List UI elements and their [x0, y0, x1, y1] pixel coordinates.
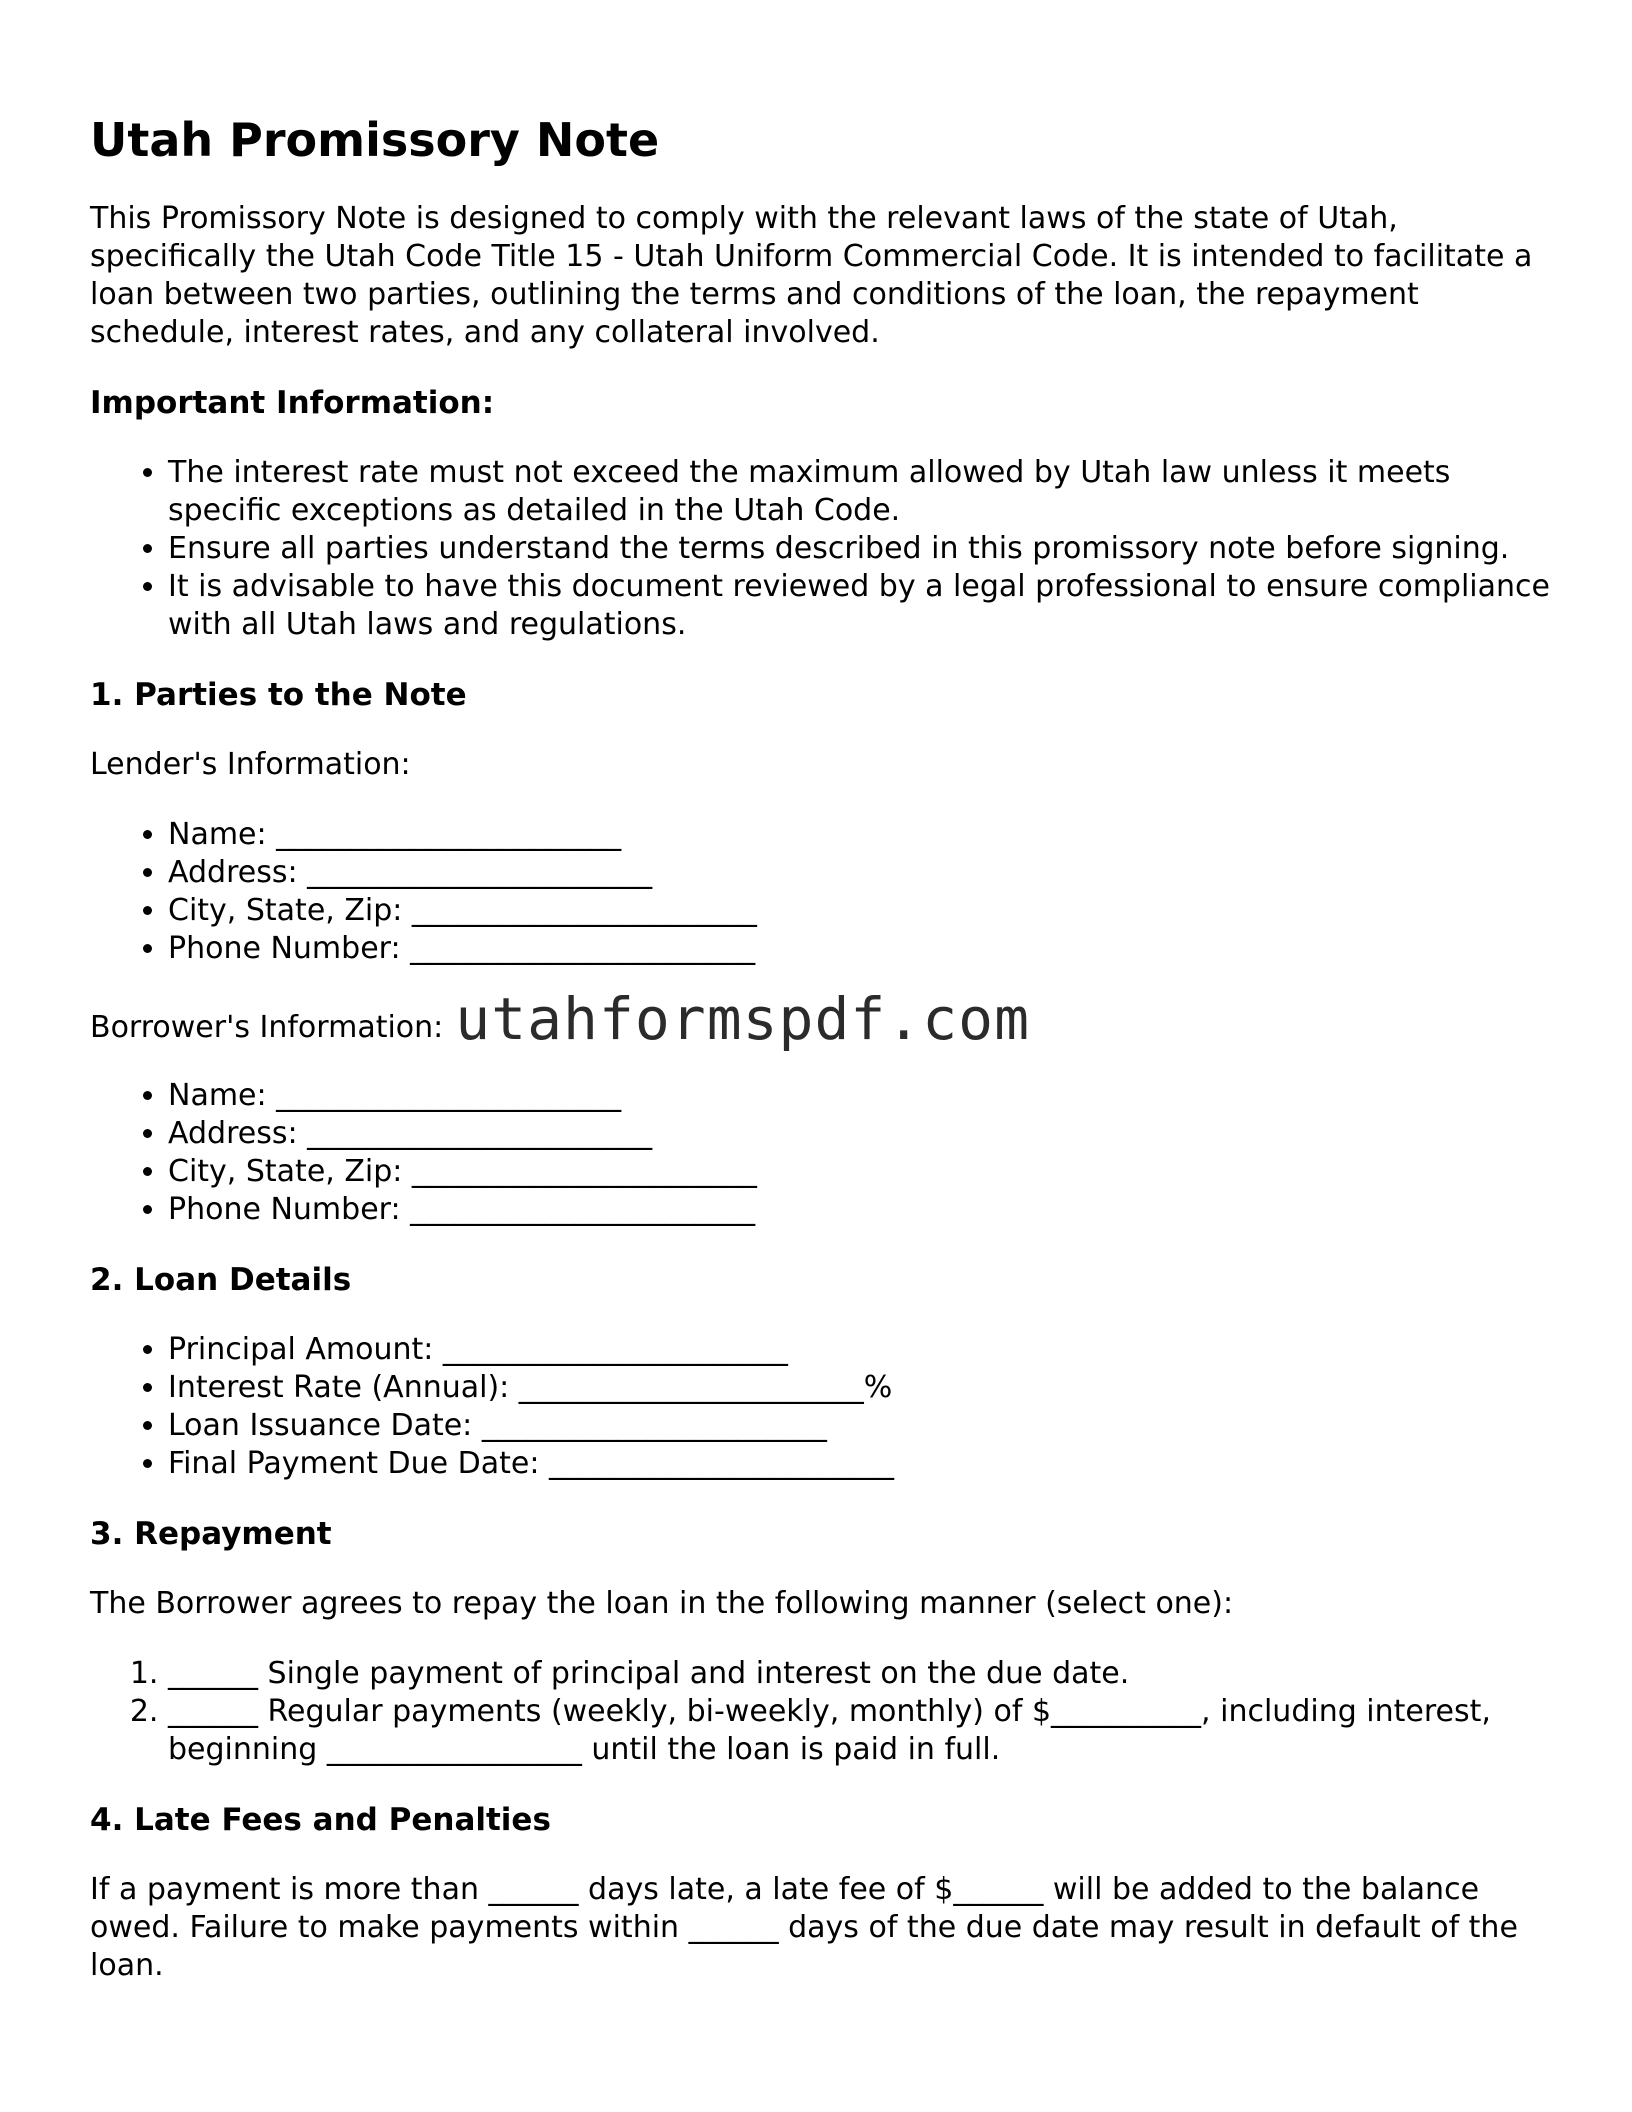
borrower-label-line — [90, 985, 1550, 1053]
late-fees-paragraph: If a payment is more than ______ days late, a late fee of $______ will be added to the balance owed. Failure to make payments within ______ days of the due date may result in default of the loan. — [90, 1872, 1518, 1983]
borrower-address-field: • Address: _______________________ — [168, 1115, 1550, 1153]
list-item: • The interest rate must not exceed the maximum allowed by Utah law unless it meets specific exceptions as detailed in the Utah Code. — [168, 454, 1550, 530]
loan-heading: 2. Loan Details — [90, 1262, 352, 1298]
lender-city-field: • City, State, Zip: _______________________ — [168, 892, 1550, 930]
loan-list — [90, 1331, 1550, 1483]
borrower-label: Borrower's Information: — [90, 1010, 444, 1045]
lender-name-field: • Name: _______________________ — [168, 816, 1550, 854]
list-item: • It is advisable to have this document reviewed by a legal professional to ensure compliance with all Utah laws and regulations. — [168, 568, 1550, 644]
repayment-options — [90, 1655, 1550, 1769]
repayment-intro: The Borrower agrees to repay the loan in the following manner (select one): — [90, 1586, 1234, 1621]
principal-field: • Principal Amount: _______________________ — [168, 1331, 1550, 1369]
lender-phone-field: • Phone Number: _______________________ — [168, 930, 1550, 968]
intro-paragraph: This Promissory Note is designed to comply with the relevant laws of the state of Utah, specifically the Utah Code Title 15 - Utah Uniform Commercial Code. It is intended to facilitate a loan between two parties, outlining the terms and conditions of the loan, the repayment schedule, interest rates, and any collateral involved. — [90, 201, 1533, 350]
final-due-date-field: • Final Payment Due Date: _______________________ — [168, 1445, 1550, 1483]
important-heading: Important Information: — [90, 385, 495, 421]
issuance-date-field: • Loan Issuance Date: _______________________ — [168, 1407, 1550, 1445]
document-title: Utah Promissory Note — [90, 113, 660, 167]
borrower-list — [90, 1077, 1550, 1229]
interest-rate-field: • Interest Rate (Annual): _______________________% — [168, 1369, 1550, 1407]
repayment-option-regular: 2. ______ Regular payments (weekly, bi-weekly, monthly) of $__________, including interest, beginning _________________ until the loan is paid in full. — [168, 1693, 1550, 1769]
watermark: utahformspdf.com — [455, 985, 1030, 1053]
lender-address-field: • Address: _______________________ — [168, 854, 1550, 892]
repayment-option-single: 1. ______ Single payment of principal and interest on the due date. — [168, 1655, 1550, 1693]
list-item: • Ensure all parties understand the terms described in this promissory note before signing. — [168, 530, 1550, 568]
document-page — [90, 112, 1550, 2017]
lender-label: Lender's Information: — [90, 747, 411, 782]
parties-heading: 1. Parties to the Note — [90, 677, 467, 713]
borrower-phone-field: • Phone Number: _______________________ — [168, 1191, 1550, 1229]
borrower-city-field: • City, State, Zip: _______________________ — [168, 1153, 1550, 1191]
lender-list — [90, 816, 1550, 968]
important-list — [90, 454, 1550, 644]
borrower-name-field: • Name: _______________________ — [168, 1077, 1550, 1115]
repayment-heading: 3. Repayment — [90, 1516, 332, 1552]
late-fees-heading: 4. Late Fees and Penalties — [90, 1802, 551, 1838]
